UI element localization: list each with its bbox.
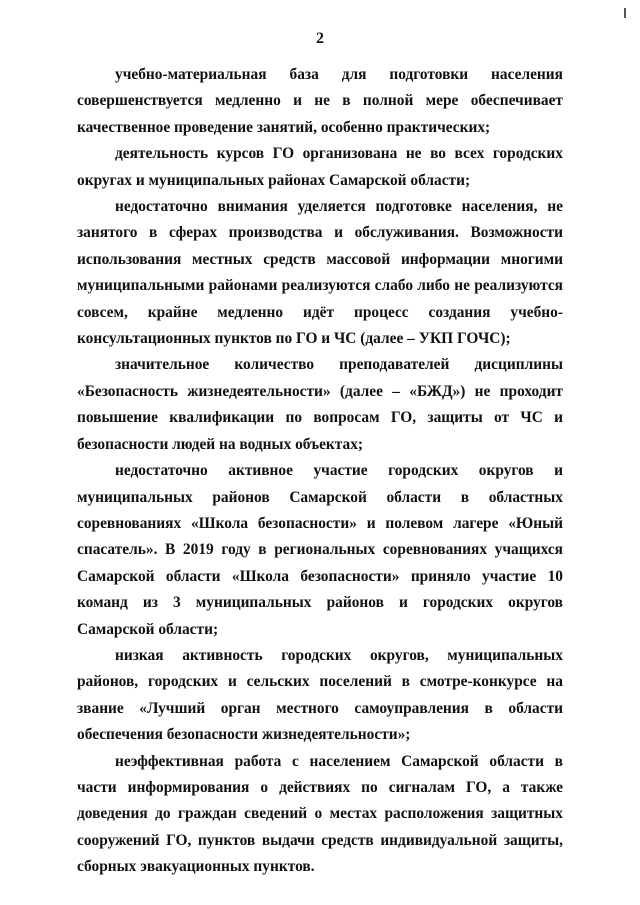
paragraph-5: недостаточно активное участие городских округов и муниципальных районов Самарской области в областных соревнованиях «Школа безопасности» и полевом лагере «Юный спасатель». В 2019 году в региональных соревнованиях учащихся Самарской области «Школа безопасности» приняло участие 10 команд из 3 муниципальных районов и городских округов Самарской области; [77,462,563,638]
paragraph-4: значительное количество преподавателей дисциплины «Безопасность жизнедеятельности» (далее – «БЖД») не проходит повышение квалификации по вопросам ГО, защиты от ЧС и безопасности людей на водных объектах; [77,356,563,453]
paragraph-7: неэффективная работа с населением Самарской области в части информирования о действиях по сигналам ГО, а также доведения до граждан сведений о местах расположения защитных сооружений ГО, пунктов выдачи средств индивидуальной защиты, сборных эвакуационных пунктов. [77,752,563,876]
scan-mark [624,8,626,18]
document-body [77,62,563,881]
paragraph-3: недостаточно внимания уделяется подготовке населения, не занятого в сферах производства и обслуживания. Возможности использования местных средств массовой информации многими муниципальными районами реализуются слабо либо не реализуются совсем, крайне медленно идёт процесс создания учебно-консультационных пунктов по ГО и ЧС (далее – УКП ГОЧС); [77,198,563,348]
paragraph-6: низкая активность городских округов, муниципальных районов, городских и сельских поселений в смотре-конкурсе на звание «Лучший орган местного самоуправления в области обеспечения безопасности жизнедеятельности»; [77,646,563,744]
paragraph-2: деятельность курсов ГО организована не во всех городских округах и муниципальных районах Самарской области; [77,145,563,189]
paragraph-1: учебно-материальная база для подготовки населения совершенствуется медленно и не в полной мере обеспечивает качественное проведение занятий, особенно практических; [77,66,563,136]
page-number: 2 [316,30,324,47]
